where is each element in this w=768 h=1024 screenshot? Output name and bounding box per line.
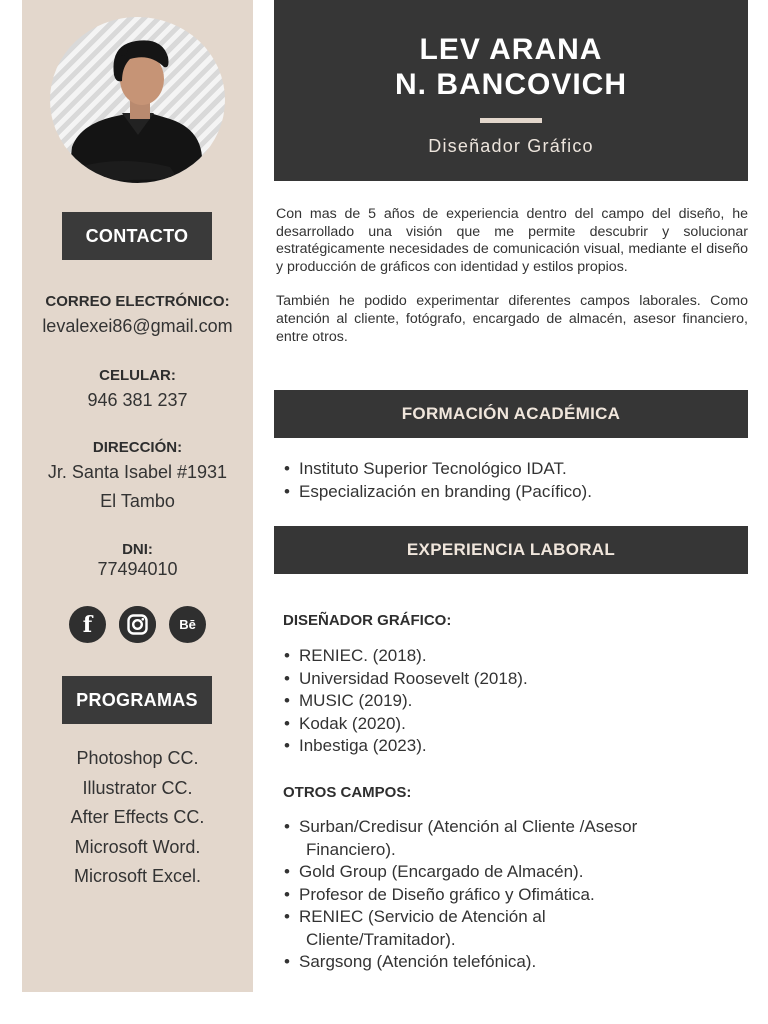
job-title: Diseñador Gráfico [428,136,594,156]
dni-value: 77494010 [97,559,178,579]
phone-label: CELULAR: [99,367,176,384]
list-item: • Universidad Roosevelt (2018). [284,668,744,691]
list-item [284,906,744,951]
list-item-line1: Surban/Credisur (Atención al Cliente /Asesor [299,817,638,836]
list-item: • Kodak (2020). [284,713,744,736]
list-item: Microsoft Word. [74,836,201,857]
programs-list [22,744,253,892]
contact-heading: CONTACTO [62,212,212,260]
name-line1: LEV ARANA [419,33,603,66]
email-label: CORREO ELECTRÓNICO: [45,293,230,310]
profile-photo [50,17,225,183]
social-links [69,606,209,644]
address-line2: El Tambo [100,491,175,511]
list-item-line2: Financiero). [306,839,396,859]
education-list [284,458,744,503]
list-item-line2: Cliente/Tramitador). [306,929,456,949]
address-label: DIRECCIÓN: [92,439,183,456]
list-item [284,884,744,907]
phone-value[interactable]: 946 381 237 [87,390,188,410]
phone-block [22,367,253,415]
list-item [284,861,744,884]
portrait-illustration [50,17,225,183]
list-item [284,816,744,861]
name-line2: N. BANCOVICH [394,68,627,101]
list-item-line1: Gold Group (Encargado de Almacén). [299,862,584,881]
list-item: • RENIEC. (2018). [284,645,744,668]
facebook-icon[interactable]: f [69,606,106,643]
intro-paragraph-1: Con mas de 5 años de experiencia dentro del campo del diseño, he desarrollado una visión que me permite descubrir y solucionar estratégicamente necesidades de comunicación visual, mediante el diseño y producción de gráficos con identidad y estilos propios. [276,206,748,275]
programs-heading: PROGRAMAS [62,676,212,724]
list-item: Illustrator CC. [82,777,193,798]
list-item-line1: RENIEC (Servicio de Atención al [299,907,546,926]
designer-list [284,645,744,758]
other-fields-subtitle: OTROS CAMPOS: [283,784,412,801]
header-divider [480,118,542,123]
full-name [274,32,748,102]
address-line1: Jr. Santa Isabel #1931 [47,462,228,482]
list-item: • Especialización en branding (Pacífico). [284,481,744,504]
experience-heading: EXPERIENCIA LABORAL [274,526,748,574]
other-fields-list [284,816,744,974]
education-heading: FORMACIÓN ACADÉMICA [274,390,748,438]
instagram-icon[interactable] [119,606,156,643]
list-item: Microsoft Excel. [73,866,202,886]
list-item: • Inbestiga (2023). [284,735,744,758]
list-item: • MUSIC (2019). [284,690,744,713]
sidebar [22,0,253,992]
dni-block [22,541,253,580]
list-item: After Effects CC. [70,807,205,827]
designer-subtitle: DISEÑADOR GRÁFICO: [283,612,452,629]
address-block [22,439,253,516]
list-item [284,951,744,974]
list-item: Photoshop CC. [76,748,199,768]
list-item-line1: Sargsong (Atención telefónica). [299,952,537,971]
intro-text [276,206,748,346]
dni-label: DNI: [122,541,153,558]
email-block [22,293,253,341]
header [274,0,748,181]
list-item: • Instituto Superior Tecnológico IDAT. [284,458,744,481]
email-value[interactable]: levalexei86@gmail.com [42,316,233,336]
intro-paragraph-2: También he podido experimentar diferentes campos laborales. Como atención al cliente, fotógrafo, encargado de almacén, asesor financiero, entre otros. [276,293,748,345]
list-item-line1: Profesor de Diseño gráfico y Ofimática. [299,884,595,904]
behance-icon[interactable]: Bē [169,606,206,643]
